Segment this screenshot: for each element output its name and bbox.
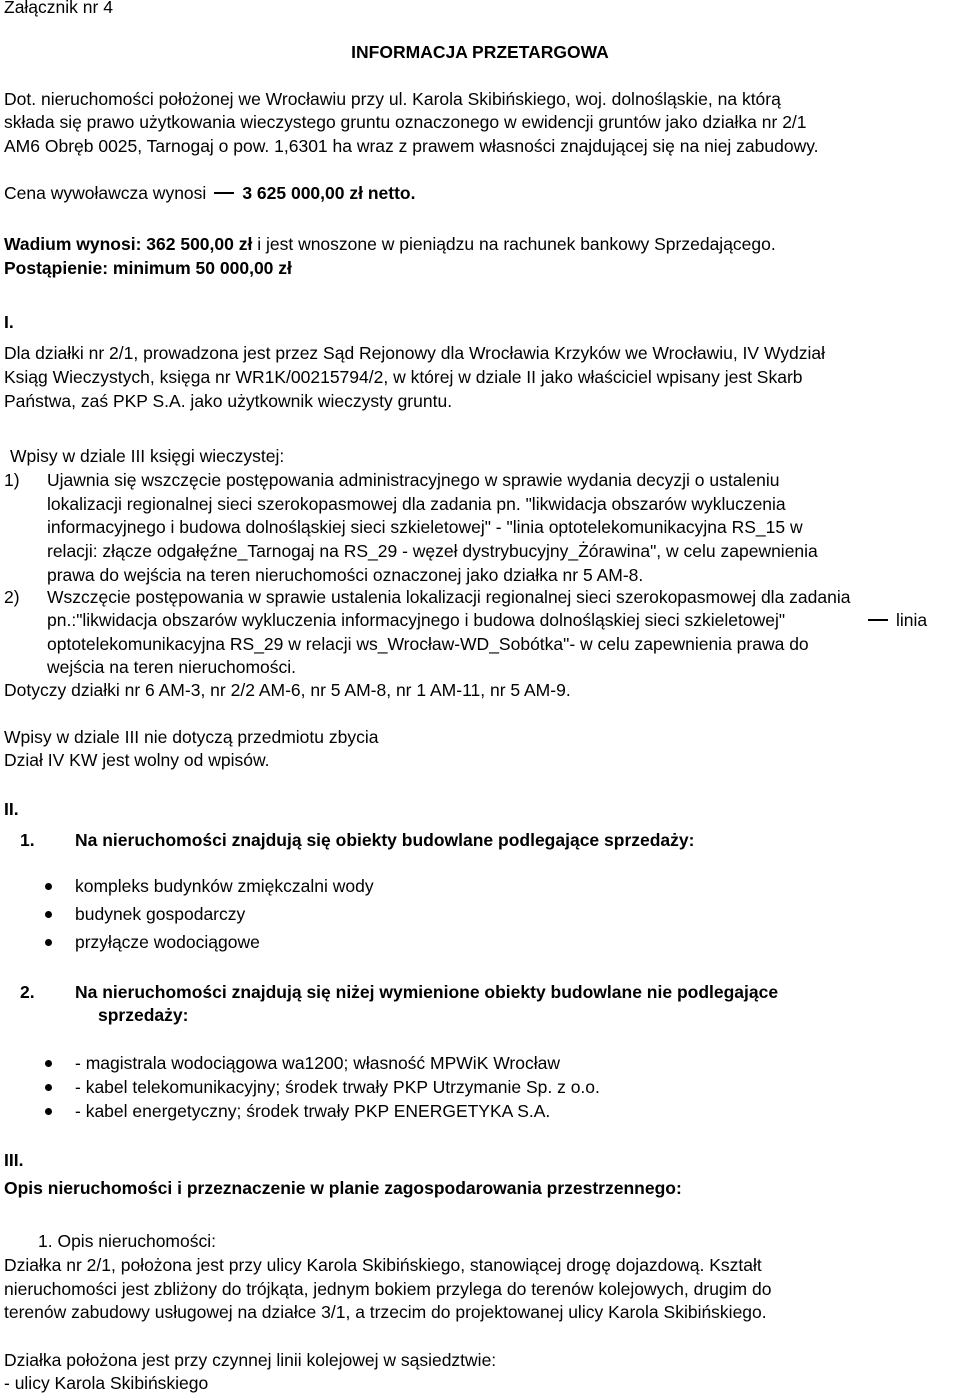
- list-2-item-3: - kabel energetyczny; środek trwały PKP ENERGETYKA S.A.: [75, 1101, 551, 1121]
- dash-separator: [214, 192, 234, 194]
- section-1-paragraph-line-2: Ksiąg Wieczystych, księga nr WR1K/00215794/2, w której w dziale II jako właściciel wpisany jest Skarb: [4, 367, 803, 387]
- heading-1-number: 1.: [20, 830, 35, 850]
- bullet-icon: [45, 911, 52, 918]
- intro-line-2: składa się prawo użytkowania wieczystego gruntu oznaczonego w ewidencji gruntów jako działka nr 2/1: [4, 112, 807, 132]
- starting-price: [4, 182, 415, 206]
- bid-increment: Postąpienie: minimum 50 000,00 zł: [4, 258, 292, 278]
- section-3-heading: Opis nieruchomości i przeznaczenie w planie zagospodarowania przestrzennego:: [4, 1178, 682, 1198]
- section-1-paragraph-line-3: Państwa, zaś PKP S.A. jako użytkownik wieczysty gruntu.: [4, 391, 453, 411]
- section-1-paragraph-line-1: Dla działki nr 2/1, prowadzona jest przez Sąd Rejonowy dla Wrocławia Krzyków we Wrocławiu, IV Wydział: [4, 343, 826, 363]
- document-title: INFORMACJA PRZETARGOWA: [351, 42, 609, 62]
- list-1-item-2: budynek gospodarczy: [75, 904, 246, 924]
- list-2-item-2: - kabel telekomunikacyjny; środek trwały PKP Utrzymanie Sp. z o.o.: [75, 1077, 600, 1097]
- annex-label: Załącznik nr 4: [4, 0, 113, 17]
- deposit-terms: i jest wnoszone w pieniądzu na rachunek bankowy Sprzedającego.: [257, 234, 776, 254]
- entry-1-line-1: Ujawnia się wszczęcie postępowania administracyjnego w sprawie wydania decyzji o ustaleniu: [47, 470, 780, 490]
- deposit-amount: Wadium wynosi: 362 500,00 zł: [4, 234, 253, 254]
- list-1-item-1: kompleks budynków zmiękczalni wody: [75, 876, 374, 896]
- not-applicable-note: Wpisy w dziale III nie dotyczą przedmiotu zbycia: [4, 727, 379, 747]
- bullet-icon: [45, 939, 52, 946]
- starting-price-value: 3 625 000,00 zł netto.: [242, 183, 416, 203]
- entry-2-number: 2): [4, 587, 20, 607]
- heading-2-line-1: Na nieruchomości znajdują się niżej wymienione obiekty budowlane nie podlegające: [75, 982, 779, 1002]
- subheading-description: 1. Opis nieruchomości:: [38, 1231, 216, 1251]
- entry-1-line-3: informacyjnego i budowa dolnośląskiej sieci szkieletowej" - "linia optotelekomunikacyjna RS_15 w: [47, 517, 803, 537]
- heading-2-number: 2.: [20, 982, 35, 1002]
- entry-1-line-5: prawa do wejścia na teren nieruchomości oznaczonej jako działka nr 5 AM-8.: [47, 565, 644, 585]
- heading-1-sold-objects: Na nieruchomości znajdują się obiekty budowlane podlegające sprzedaży:: [75, 830, 695, 850]
- entry-2-line-2-text: pn.:"likwidacja obszarów wykluczenia informacyjnego i budowa dolnośląskiej sieci szkieletowej": [47, 610, 786, 630]
- dash-separator: [868, 619, 888, 621]
- entry-2-line-1: Wszczęcie postępowania w sprawie ustalenia lokalizacji regionalnej sieci szerokopasmowej dla zadania: [47, 587, 851, 607]
- dept-4-note: Dział IV KW jest wolny od wpisów.: [4, 750, 270, 770]
- description-line-1: Działka nr 2/1, położona jest przy ulicy Karola Skibińskiego, stanowiącej drogę dojazdową. Kształt: [4, 1255, 762, 1275]
- heading-2-line-2: sprzedaży:: [98, 1005, 189, 1025]
- neighbors-heading: Działka położona jest przy czynnej linii kolejowej w sąsiedztwie:: [4, 1350, 497, 1370]
- bullet-icon: [45, 1108, 52, 1115]
- description-line-2: nieruchomości jest zbliżony do trójkąta, jednym bokiem przylega do terenów kolejowych, drugim do: [4, 1279, 772, 1299]
- section-3-numeral: III.: [4, 1150, 24, 1170]
- entry-2-dash-tail: [868, 609, 927, 633]
- entry-2-line-3: optotelekomunikacyjna RS_29 w relacji ws_Wrocław-WD_Sobótka"- w celu zapewnienia prawa do: [47, 634, 809, 654]
- entry-2-tail-word: linia: [896, 610, 928, 630]
- entry-1-number: 1): [4, 470, 20, 490]
- neighbor-item-1: - ulicy Karola Skibińskiego: [4, 1373, 209, 1393]
- entry-2-line-2: [47, 609, 785, 633]
- entry-1-line-4: relacji: złącze odgałęźne_Tarnogaj na RS_29 - węzeł dystrybucyjny_Żórawina", w celu zapewnienia: [47, 541, 818, 561]
- bullet-icon: [45, 883, 52, 890]
- concerned-plots: Dotyczy działki nr 6 AM-3, nr 2/2 AM-6, nr 5 AM-8, nr 1 AM-11, nr 5 AM-9.: [4, 680, 571, 700]
- deposit-line: [4, 233, 776, 257]
- list-1-item-3: przyłącze wodociągowe: [75, 932, 260, 952]
- intro-line-3: AM6 Obręb 0025, Tarnogaj o pow. 1,6301 ha wraz z prawem własności znajdującej się na niej zabudowy.: [4, 136, 819, 156]
- section-1-numeral: I.: [4, 312, 14, 332]
- intro-line-1: Dot. nieruchomości położonej we Wrocławiu przy ul. Karola Skibińskiego, woj. dolnośląskie, na którą: [4, 89, 781, 109]
- entry-2-line-4: wejścia na teren nieruchomości.: [47, 657, 297, 677]
- section-2-numeral: II.: [4, 799, 19, 819]
- entry-1-line-2: lokalizacji regionalnej sieci szerokopasmowej dla zadania pn. "likwidacja obszarów wykluczenia: [47, 494, 786, 514]
- starting-price-label: Cena wywoławcza wynosi: [4, 183, 207, 203]
- bullet-icon: [45, 1084, 52, 1091]
- description-line-3: terenów zabudowy usługowej na działce 3/1, a trzecim do projektowanej ulicy Karola Skibińskiego.: [4, 1302, 767, 1322]
- list-2-item-1: - magistrala wodociągowa wa1200; własność MPWiK Wrocław: [75, 1053, 561, 1073]
- bullet-icon: [45, 1060, 52, 1067]
- entries-heading: Wpisy w dziale III księgi wieczystej:: [10, 446, 285, 466]
